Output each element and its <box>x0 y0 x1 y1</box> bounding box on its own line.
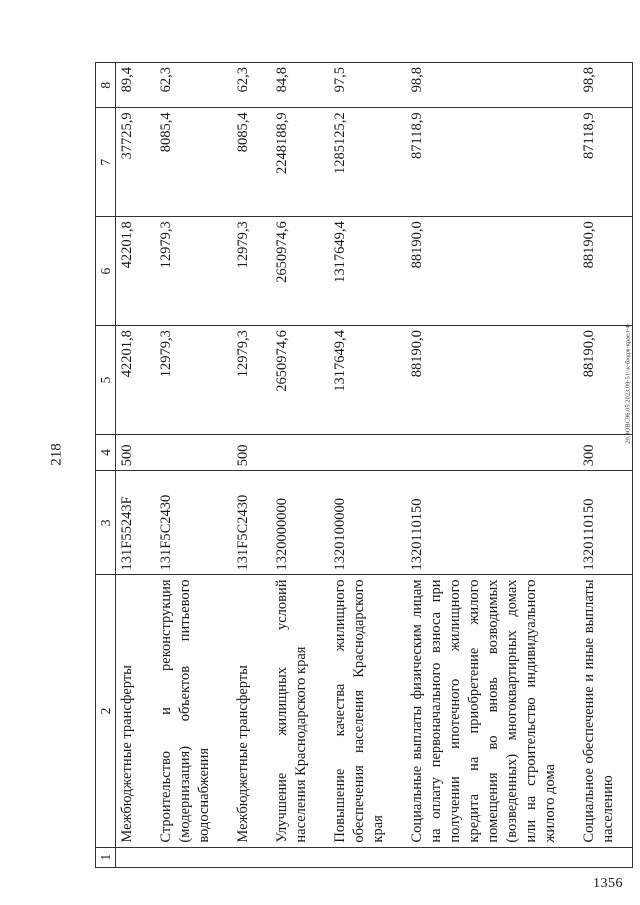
row-value-8: 98,8 <box>402 63 574 108</box>
row-value-8: 62,3 <box>228 63 267 108</box>
row-value-8: 97,5 <box>325 63 402 108</box>
column-header: 1 <box>96 847 116 867</box>
row-name: Межбюджетные трансферты <box>116 575 152 847</box>
row-value-7: 87118,9 <box>574 108 633 217</box>
row-value-5: 12979,3 <box>228 326 267 435</box>
column-number-row <box>96 63 116 868</box>
table-row <box>574 63 633 868</box>
row-value-6: 12979,3 <box>228 217 267 326</box>
row-value-7: 1285125,2 <box>325 108 402 217</box>
row-type <box>325 434 402 470</box>
row-value-8: 62,3 <box>151 63 228 108</box>
row-code: 1320100000 <box>325 471 402 575</box>
row-name: Строительство и реконструкция (модернизация) объектов питьевого водоснабжения <box>151 575 228 847</box>
row-code: 1320110150 <box>402 471 574 575</box>
column-header: 5 <box>96 326 116 435</box>
row-type <box>267 434 325 470</box>
row-value-8: 98,8 <box>574 63 633 108</box>
row-type: 300 <box>574 434 633 470</box>
column-header: 6 <box>96 217 116 326</box>
row-value-6: 2650974,6 <box>267 217 325 326</box>
row-value-5: 88190,0 <box>402 326 574 435</box>
row-value-7: 87118,9 <box>402 108 574 217</box>
row-value-5: 88190,0 <box>574 326 633 435</box>
budget-table <box>95 62 633 868</box>
row-type <box>151 434 228 470</box>
page-number-bottom: 1356 <box>593 876 623 891</box>
row-value-5: 2650974,6 <box>267 326 325 435</box>
row-type: 500 <box>116 434 152 470</box>
column-header: 2 <box>96 575 116 847</box>
row-code: 1320110150 <box>574 471 633 575</box>
column-header: 4 <box>96 434 116 470</box>
document-stamp: 20.ЗОВС96.05.2023.09-51\\к-бюдж-краел-4- <box>624 323 632 444</box>
column-header: 7 <box>96 108 116 217</box>
row-name: Улучшение жилищных условий населения Краснодарского края <box>267 575 325 847</box>
row-name: Межбюджетные трансферты <box>228 575 267 847</box>
row-value-7: 8085,4 <box>228 108 267 217</box>
row-name: Социальные выплаты физическим лицам на оплату первоначального взноса при получении ипотечного жилищного кредита на приобретение жилого помещения во вновь возводимых (возведенных) многоквартирных домах или на строительство индивидуального жилого дома <box>402 575 574 847</box>
page-number-top: 218 <box>48 443 65 466</box>
row-value-5: 42201,8 <box>116 326 152 435</box>
row-value-7: 37725,9 <box>116 108 152 217</box>
row-name: Повышение качества жилищного обеспечения населения Краснодарского края <box>325 575 402 847</box>
row-value-6: 1317649,4 <box>325 217 402 326</box>
table-row <box>228 63 267 868</box>
row-value-6: 12979,3 <box>151 217 228 326</box>
row-value-6: 88190,0 <box>574 217 633 326</box>
row-type <box>402 434 574 470</box>
budget-table-rotated <box>95 62 616 868</box>
table-row <box>267 63 325 868</box>
table-row <box>325 63 402 868</box>
row-value-7: 2248188,9 <box>267 108 325 217</box>
row-code: 131F5C2430 <box>151 471 228 575</box>
row-value-6: 88190,0 <box>402 217 574 326</box>
row-value-6: 42201,8 <box>116 217 152 326</box>
table-row <box>116 63 152 868</box>
row-value-5: 12979,3 <box>151 326 228 435</box>
row-value-8: 84,8 <box>267 63 325 108</box>
row-code: 131F5C2430 <box>228 471 267 575</box>
row-value-8: 89,4 <box>116 63 152 108</box>
row-code: 131F55243F <box>116 471 152 575</box>
table-row <box>402 63 574 868</box>
column-header: 3 <box>96 471 116 575</box>
row-value-7: 8085,4 <box>151 108 228 217</box>
row-value-5: 1317649,4 <box>325 326 402 435</box>
column-header: 8 <box>96 63 116 108</box>
row-code: 1320000000 <box>267 471 325 575</box>
row-name: Социальное обеспечение и иные выплаты населению <box>574 575 633 847</box>
row-type: 500 <box>228 434 267 470</box>
table-row <box>151 63 228 868</box>
